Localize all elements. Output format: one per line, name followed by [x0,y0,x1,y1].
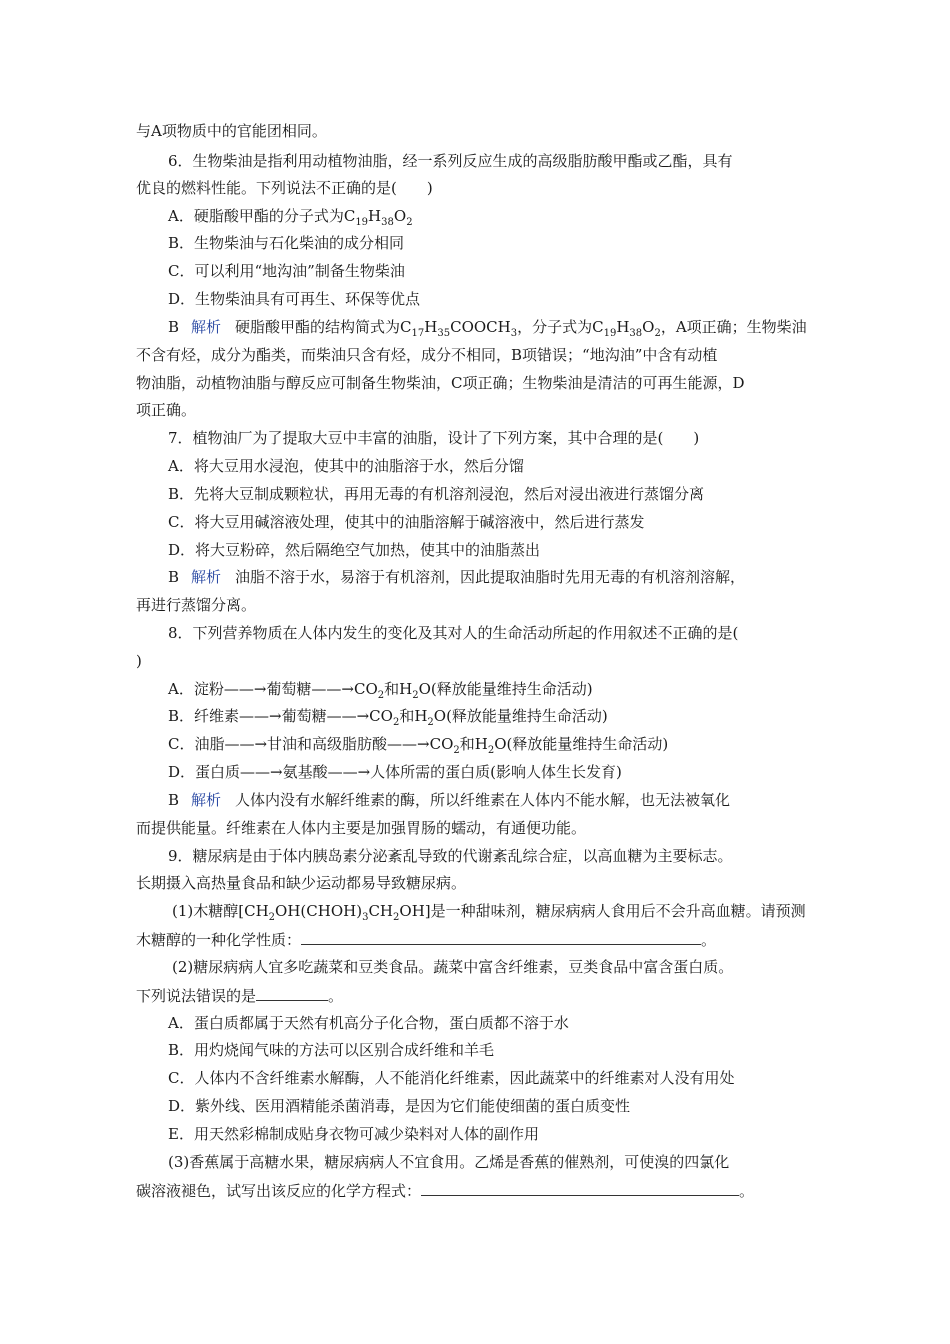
q8-stem-line1: 8．下列营养物质在人体内发生的变化及其对人的生命活动所起的作用叙述不正确的是( [168,624,739,642]
q9-stem-line1: 9．糖尿病是由于体内胰岛素分泌紊乱导致的代谢紊乱综合症，以高血糖为主要标志。 [168,847,733,865]
q8-option-a: A．淀粉——→葡萄糖$——\to CO_2$和$H_2O$(释放能量维持生命活动) [168,680,593,701]
q6-stem-line2: 优良的燃料性能。下列说法不正确的是( ) [136,179,433,197]
q8-option-c: C．油脂——→甘油和高级脂肪酸$——\to CO_2$和$H_2O$(释放能量维持生命活动) [168,735,669,756]
q7-stem: 7．植物油厂为了提取大豆中丰富的油脂，设计了下列方案，其中合理的是( ) [168,429,700,447]
q9-part1-line2: 木糖醇的一种化学性质： 。 [136,931,717,949]
q9-part1-line1: (1)木糖醇$[CH_2OH(CHOH)_3CH_2OH]$是一种甜味剂，糖尿病病人食用后不会升高血糖。请预测 [172,902,806,923]
q6-option-d: D．生物柴油具有可再生、环保等优点 [168,290,421,308]
q7-option-c: C．将大豆用碱溶液处理，使其中的油脂溶解于碱溶液中，然后进行蒸发 [168,513,645,531]
q8-analysis-line1: B 解析 人体内没有水解纤维素的酶，所以纤维素在人体内不能水解，也无法被氧化 [168,791,731,809]
q7-option-b: B．先将大豆制成颗粒状，再用无毒的有机溶剂浸泡，然后对浸出液进行蒸馏分离 [168,485,705,503]
q9-part2-line1: (2)糖尿病病人宜多吃蔬菜和豆类食品。蔬菜中富含纤维素，豆类食品中富含蛋白质。 [172,958,734,976]
q8-stem-line2: ) [136,652,142,670]
q7-analysis-line1: B 解析 油脂不溶于水，易溶于有机溶剂，因此提取油脂时先用无毒的有机溶剂溶解， [168,568,746,586]
q6-option-b: B．生物柴油与石化柴油的成分相同 [168,234,405,252]
q8-analysis-line2: 而提供能量。纤维素在人体内主要是加强胃肠的蠕动，有通便功能。 [136,819,587,837]
q9-option-a: A．蛋白质都属于天然有机高分子化合物，蛋白质都不溶于水 [168,1014,569,1032]
q6-analysis-label: 解析 [191,318,222,336]
q8-option-b: B．纤维素——→葡萄糖$——\to CO_2$和$H_2O$(释放能量维持生命活动) [168,707,608,728]
q9-option-e: E．用天然彩棉制成贴身衣物可减少染料对人体的副作用 [168,1125,539,1143]
q9-part1-answer-blank[interactable] [301,929,701,945]
q7-analysis-line2: 再进行蒸馏分离。 [136,596,257,614]
q6-answer: B [168,318,180,336]
q7-option-a: A．将大豆用水浸泡，使其中的油脂溶于水，然后分馏 [168,457,524,475]
q9-part2-answer-blank[interactable] [256,985,328,1001]
q9-part3-line1: (3)香蕉属于高糖水果，糖尿病病人不宜食用。乙烯是香蕉的催熟剂，可使溴的四氯化 [168,1153,730,1171]
q6-stem-line1: 6．生物柴油是指利用动植物油脂，经一系列反应生成的高级脂肪酸甲酯或乙酯，具有 [168,152,733,170]
q6-analysis-line2: 不含有烃，成分为酯类，而柴油只含有烃，成分不相同，B项错误；“地沟油”中含有动植 [136,346,718,364]
q9-stem-line2: 长期摄入高热量食品和缺少运动都易导致糖尿病。 [136,874,467,892]
q7-analysis-label: 解析 [191,568,222,586]
q7-option-d: D．将大豆粉碎，然后隔绝空气加热，使其中的油脂蒸出 [168,541,541,559]
q6-option-a: A．硬脂酸甲酯的分子式为$C_{19}H_{38}O_2$ [168,207,413,228]
q5-tail-text: 与A项物质中的官能团相同。 [136,122,327,140]
q9-part3-line2: 碳溶液褪色，试写出该反应的化学方程式： 。 [136,1182,755,1200]
q6-analysis-line1: B 解析 硬脂酸甲酯的结构简式为$C_{17}H_{35}COOCH_3$，分子式为$C_{19}H_{38}O_2$，A项正确；生物柴油 [168,318,807,339]
q6-analysis-line3: 物油脂，动植物油脂与醇反应可制备生物柴油，C项正确；生物柴油是清洁的可再生能源，D [136,374,745,392]
q6-option-c: C．可以利用“地沟油”制备生物柴油 [168,262,405,280]
q8-analysis-label: 解析 [191,791,222,809]
q6-analysis-line4: 项正确。 [136,401,197,419]
q8-option-d: D．蛋白质——→氨基酸——→人体所需的蛋白质(影响人体生长发育) [168,763,622,781]
q9-part3-answer-blank[interactable] [421,1180,739,1196]
q9-option-c: C．人体内不含纤维素水解酶，人不能消化纤维素，因此蔬菜中的纤维素对人没有用处 [168,1069,735,1087]
q9-option-b: B．用灼烧闻气味的方法可以区别合成纤维和羊毛 [168,1041,495,1059]
q7-answer: B [168,568,180,586]
q9-part2-line2: 下列说法错误的是 。 [136,987,344,1005]
q8-answer: B [168,791,180,809]
q9-option-d: D．紫外线、医用酒精能杀菌消毒，是因为它们能使细菌的蛋白质变性 [168,1097,631,1115]
